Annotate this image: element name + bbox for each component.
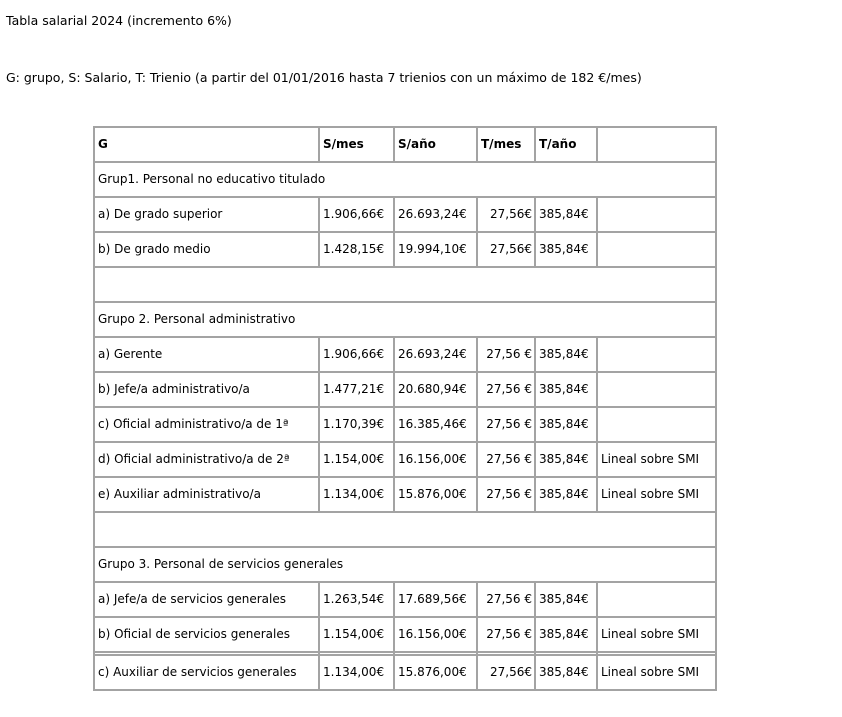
- cell-salary-year: 16.385,46€: [394, 407, 477, 442]
- cell-group: b) De grado medio: [94, 232, 319, 267]
- cell-trienio-month: 27,56 €: [477, 372, 535, 407]
- header-note: [597, 127, 716, 162]
- cell-group: b) Jefe/a administrativo/a: [94, 372, 319, 407]
- cell-trienio-month: 27,56€: [477, 197, 535, 232]
- cell-group: d) Oficial administrativo/a de 2ª: [94, 442, 319, 477]
- cell-trienio-year: 385,84€: [535, 477, 597, 512]
- cell-note: Lineal sobre SMI: [597, 655, 716, 690]
- cell-salary-year: 16.156,00€: [394, 617, 477, 652]
- cell-salary-year: 15.876,00€: [394, 477, 477, 512]
- group-label: Grupo 3. Personal de servicios generales: [94, 547, 716, 582]
- empty-cell: [94, 512, 716, 547]
- empty-cell: [94, 267, 716, 302]
- cell-trienio-year: 385,84€: [535, 582, 597, 617]
- cell-salary-month: 1.263,54€: [319, 582, 394, 617]
- table-row: [94, 477, 716, 512]
- cell-note: [597, 232, 716, 267]
- cell-trienio-month: 27,56 €: [477, 407, 535, 442]
- cell-note: [597, 582, 716, 617]
- cell-note: [597, 337, 716, 372]
- cell-salary-year: 17.689,56€: [394, 582, 477, 617]
- table-row: [94, 232, 716, 267]
- cell-trienio-month: 27,56€: [477, 232, 535, 267]
- header-trienio-year: T/año: [535, 127, 597, 162]
- cell-salary-year: 20.680,94€: [394, 372, 477, 407]
- cell-salary-month: 1.906,66€: [319, 197, 394, 232]
- header-salary-year: S/año: [394, 127, 477, 162]
- cell-note: Lineal sobre SMI: [597, 442, 716, 477]
- cell-trienio-month: 27,56 €: [477, 582, 535, 617]
- header-row: [94, 127, 716, 162]
- cell-salary-month: 1.154,00€: [319, 617, 394, 652]
- salary-table: [93, 126, 717, 691]
- cell-trienio-year: 385,84€: [535, 407, 597, 442]
- cell-note: Lineal sobre SMI: [597, 477, 716, 512]
- cell-trienio-month: 27,56 €: [477, 442, 535, 477]
- cell-trienio-year: 385,84€: [535, 442, 597, 477]
- cell-salary-year: 26.693,24€: [394, 337, 477, 372]
- cell-trienio-month: 27,56 €: [477, 477, 535, 512]
- table-row: [94, 372, 716, 407]
- cell-group: a) De grado superior: [94, 197, 319, 232]
- spacer-row: [94, 267, 716, 302]
- group-row: [94, 302, 716, 337]
- cell-group: b) Oficial de servicios generales: [94, 617, 319, 652]
- table-row: [94, 337, 716, 372]
- cell-group: a) Jefe/a de servicios generales: [94, 582, 319, 617]
- spacer-row: [94, 512, 716, 547]
- header-trienio-month: T/mes: [477, 127, 535, 162]
- cell-group: e) Auxiliar administrativo/a: [94, 477, 319, 512]
- cell-trienio-year: 385,84€: [535, 655, 597, 690]
- page-title: Tabla salarial 2024 (incremento 6%): [6, 13, 232, 28]
- cell-salary-month: 1.170,39€: [319, 407, 394, 442]
- header-group: G: [94, 127, 319, 162]
- cell-salary-month: 1.134,00€: [319, 477, 394, 512]
- group-label: Grupo 2. Personal administrativo: [94, 302, 716, 337]
- table-row: [94, 582, 716, 617]
- cell-trienio-year: 385,84€: [535, 337, 597, 372]
- legend-text: G: grupo, S: Salario, T: Trienio (a partir del 01/01/2016 hasta 7 trienios con un máximo de 182 €/mes): [6, 70, 642, 85]
- header-salary-month: S/mes: [319, 127, 394, 162]
- cell-trienio-month: 27,56 €: [477, 337, 535, 372]
- cell-trienio-year: 385,84€: [535, 372, 597, 407]
- cell-salary-month: 1.428,15€: [319, 232, 394, 267]
- cell-salary-month: 1.154,00€: [319, 442, 394, 477]
- cell-note: [597, 197, 716, 232]
- cell-note: [597, 407, 716, 442]
- cell-note: [597, 372, 716, 407]
- table-row: [94, 617, 716, 652]
- table-row: [94, 442, 716, 477]
- group-row: [94, 162, 716, 197]
- cell-salary-year: 19.994,10€: [394, 232, 477, 267]
- cell-trienio-month: 27,56 €: [477, 617, 535, 652]
- group-row: [94, 547, 716, 582]
- cell-salary-month: 1.906,66€: [319, 337, 394, 372]
- cell-salary-month: 1.134,00€: [319, 655, 394, 690]
- cell-group: c) Auxiliar de servicios generales: [94, 655, 319, 690]
- cell-note: Lineal sobre SMI: [597, 617, 716, 652]
- cell-trienio-year: 385,84€: [535, 617, 597, 652]
- table-row: [94, 655, 716, 690]
- cell-salary-year: 15.876,00€: [394, 655, 477, 690]
- cell-group: a) Gerente: [94, 337, 319, 372]
- group-label: Grup1. Personal no educativo titulado: [94, 162, 716, 197]
- cell-salary-year: 16.156,00€: [394, 442, 477, 477]
- cell-salary-year: 26.693,24€: [394, 197, 477, 232]
- cell-trienio-year: 385,84€: [535, 232, 597, 267]
- table-row: [94, 197, 716, 232]
- cell-trienio-month: 27,56€: [477, 655, 535, 690]
- cell-salary-month: 1.477,21€: [319, 372, 394, 407]
- cell-group: c) Oficial administrativo/a de 1ª: [94, 407, 319, 442]
- table-row: [94, 407, 716, 442]
- cell-trienio-year: 385,84€: [535, 197, 597, 232]
